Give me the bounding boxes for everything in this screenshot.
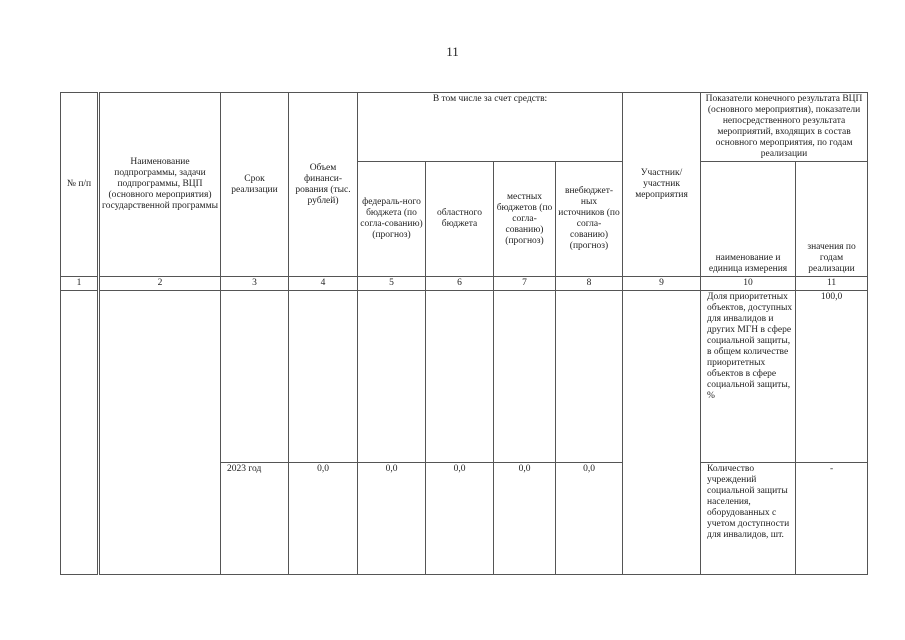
row-local: 0,0 xyxy=(494,463,556,575)
column-number: 3 xyxy=(221,277,289,291)
column-number: 10 xyxy=(701,277,796,291)
table-row xyxy=(61,291,868,463)
header-period: Срок реализации xyxy=(221,93,289,277)
header-indicator-name: наименование и единица измерения xyxy=(701,162,796,277)
header-indicator-values: значения по годам реализации xyxy=(796,162,868,277)
row-volume: 0,0 xyxy=(289,463,358,575)
row-period: 2023 год xyxy=(221,463,289,575)
row-federal xyxy=(358,291,426,463)
header-local: местных бюджетов (по согла-сованию) (прогноз) xyxy=(494,162,556,277)
row-local xyxy=(494,291,556,463)
row-regional xyxy=(426,291,494,463)
row-period xyxy=(221,291,289,463)
row-name-cell xyxy=(99,291,221,575)
column-number: 4 xyxy=(289,277,358,291)
header-indicators-group: Показатели конечного результата ВЦП (основного мероприятия), показатели непосредственного результата мероприятий, входящих в состав основного мероприятия, по годам реализации xyxy=(701,93,868,162)
row-extrabudget xyxy=(556,291,623,463)
header-extrabudget: внебюджет-ных источников (по согла-сованию) (прогноз) xyxy=(556,162,623,277)
row-federal: 0,0 xyxy=(358,463,426,575)
row-indicator: Количество учреждений социальной защиты населения, оборудованных с учетом доступности для инвалидов, шт. xyxy=(701,463,796,575)
header-name: Наименование подпрограммы, задачи подпрограммы, ВЦП (основного мероприятия) государственной программы xyxy=(99,93,221,277)
column-number: 5 xyxy=(358,277,426,291)
page-number: 11 xyxy=(446,44,459,59)
row-extrabudget: 0,0 xyxy=(556,463,623,575)
column-number: 6 xyxy=(426,277,494,291)
row-value: - xyxy=(796,463,868,575)
header-number: № п/п xyxy=(61,93,99,277)
row-indicator: Доля приоритетных объектов, доступных для инвалидов и других МГН в сфере социальной защиты, в общем количестве приоритетных объектов в сфере социальной защиты, % xyxy=(701,291,796,463)
header-regional: областного бюджета xyxy=(426,162,494,277)
header-federal: федераль-ного бюджета (по согла-сованию) (прогноз) xyxy=(358,162,426,277)
column-number: 8 xyxy=(556,277,623,291)
header-sources-group: В том числе за счет средств: xyxy=(358,93,623,162)
column-number: 2 xyxy=(99,277,221,291)
row-number-cell xyxy=(61,291,99,575)
column-number: 11 xyxy=(796,277,868,291)
column-number: 1 xyxy=(61,277,99,291)
column-number-row xyxy=(61,277,868,291)
row-value: 100,0 xyxy=(796,291,868,463)
row-volume xyxy=(289,291,358,463)
column-number: 7 xyxy=(494,277,556,291)
row-regional: 0,0 xyxy=(426,463,494,575)
header-volume: Объем финанси-рования (тыс. рублей) xyxy=(289,93,358,277)
header-participant: Участник/ участник мероприятия xyxy=(623,93,701,277)
column-number: 9 xyxy=(623,277,701,291)
row-participant-cell xyxy=(623,291,701,575)
header-row-1 xyxy=(61,93,868,162)
program-table xyxy=(60,92,868,575)
